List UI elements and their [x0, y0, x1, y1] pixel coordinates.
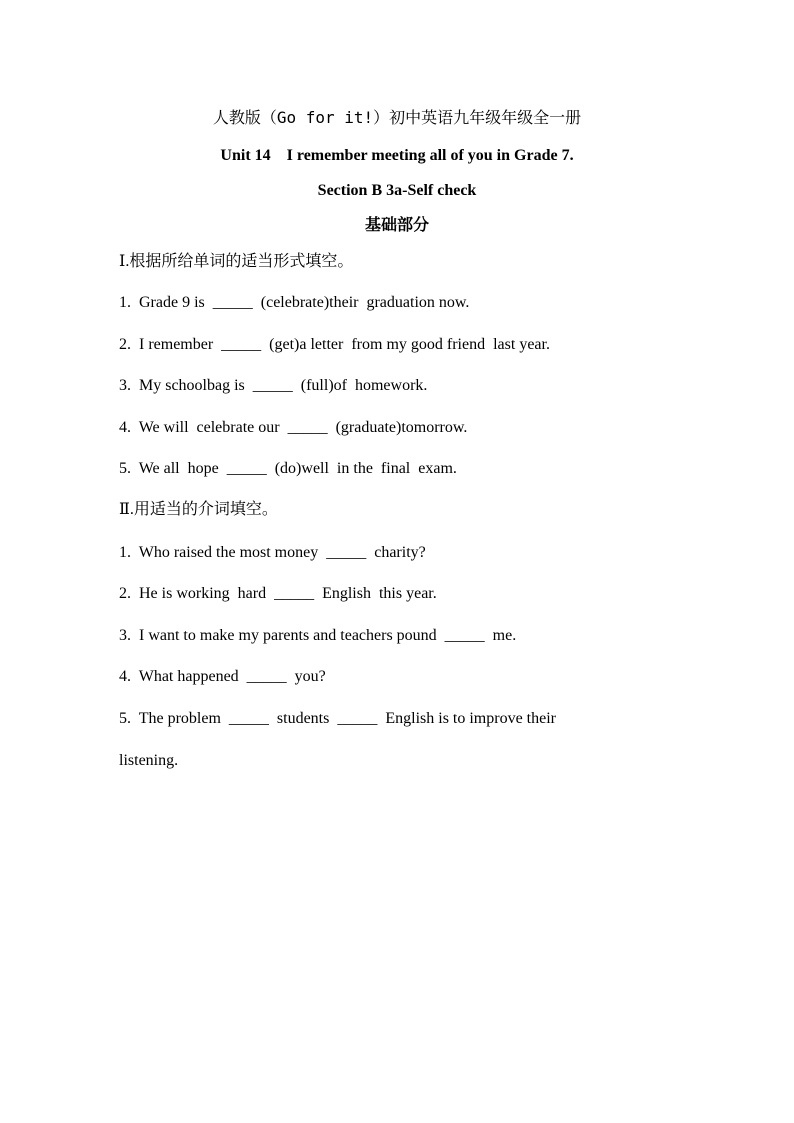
part2-question-continuation: listening. [119, 752, 179, 769]
part2-heading: Ⅱ.用适当的介词填空。 [119, 501, 278, 518]
document-title: 人教版（Go for it!）初中英语九年级年级全一册 [212, 108, 582, 127]
part-title: 基础部分 [364, 217, 429, 234]
part2-question: 2. He is working hard _____ English this year. [119, 585, 437, 602]
part2-question: 3. I want to make my parents and teachers pound _____ me. [119, 627, 517, 644]
part1-question: 3. My schoolbag is _____ (full)of homework. [119, 377, 428, 394]
part1-question: 2. I remember _____ (get)a letter from my good friend last year. [119, 336, 550, 353]
section-title: Section B 3a-Self check [317, 182, 477, 199]
part2-question: 1. Who raised the most money _____ charity? [119, 544, 426, 561]
part1-question: 4. We will celebrate our _____ (graduate)tomorrow. [119, 419, 468, 436]
unit-title: Unit 14 I remember meeting all of you in Grade 7. [220, 147, 574, 164]
part2-question: 5. The problem _____ students _____ English is to improve their [119, 710, 556, 727]
part1-question: 5. We all hope _____ (do)well in the final exam. [119, 460, 457, 477]
part1-heading: Ⅰ.根据所给单词的适当形式填空。 [119, 253, 354, 270]
part1-question: 1. Grade 9 is _____ (celebrate)their graduation now. [119, 294, 470, 311]
part2-question: 4. What happened _____ you? [119, 668, 326, 685]
